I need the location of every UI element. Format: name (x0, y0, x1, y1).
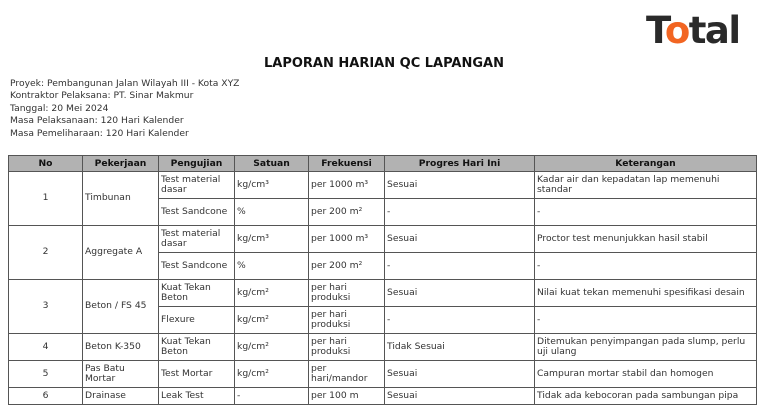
cell-progres: - (385, 307, 535, 334)
cell-pengujian: Kuat Tekan Beton (159, 280, 235, 307)
report-title: LAPORAN HARIAN QC LAPANGAN (263, 56, 504, 71)
cell-keterangan: Kadar air dan kepadatan lap memenuhi standar (535, 172, 757, 199)
cell-satuan: kg/cm³ (235, 226, 309, 253)
cell-pengujian: Flexure (159, 307, 235, 334)
cell-no: 3 (9, 280, 83, 334)
cell-frekuensi: per hari produksi (309, 334, 385, 361)
table-row (9, 172, 757, 199)
cell-pengujian: Test Mortar (159, 361, 235, 388)
cell-keterangan: Tidak ada kebocoran pada sambungan pipa (535, 388, 757, 405)
cell-pekerjaan: Aggregate A (83, 226, 159, 280)
table-row (9, 334, 757, 361)
cell-pekerjaan: Drainase (83, 388, 159, 405)
cell-no: 2 (9, 226, 83, 280)
project-name: Proyek: Pembangunan Jalan Wilayah III - Kota XYZ (10, 78, 240, 89)
cell-frekuensi: per hari/mandor (309, 361, 385, 388)
cell-satuan: kg/cm² (235, 280, 309, 307)
cell-no: 6 (9, 388, 83, 405)
table-row (9, 388, 757, 405)
cell-frekuensi: per 200 m² (309, 199, 385, 226)
table-header-row (9, 156, 757, 172)
header-no: No (9, 156, 83, 172)
cell-satuan: kg/cm³ (235, 172, 309, 199)
cell-satuan: kg/cm² (235, 361, 309, 388)
header-pekerjaan: Pekerjaan (83, 156, 159, 172)
qc-report-table (8, 155, 757, 405)
cell-pengujian: Test Sandcone (159, 253, 235, 280)
execution-period: Masa Pelaksanaan: 120 Hari Kalender (10, 115, 184, 127)
cell-frekuensi: per hari produksi (309, 280, 385, 307)
maintenance-period: Masa Pemeliharaan: 120 Hari Kalender (10, 127, 189, 139)
cell-progres: Sesuai (385, 388, 535, 405)
cell-frekuensi: per 100 m (309, 388, 385, 405)
cell-pekerjaan: Pas Batu Mortar (83, 361, 159, 388)
cell-progres: Sesuai (385, 280, 535, 307)
cell-progres: Tidak Sesuai (385, 334, 535, 361)
cell-frekuensi: per 1000 m³ (309, 226, 385, 253)
cell-satuan: - (235, 388, 309, 405)
cell-satuan: kg/cm² (235, 307, 309, 334)
header-frekuensi: Frekuensi (309, 156, 385, 172)
project-info (10, 78, 239, 140)
cell-satuan: % (235, 253, 309, 280)
cell-pengujian: Test material dasar (159, 226, 235, 253)
contractor-name: Kontraktor Pelaksana: PT. Sinar Makmur (10, 90, 194, 102)
cell-keterangan: Proctor test menunjukkan hasil stabil (535, 226, 757, 253)
cell-progres: Sesuai (385, 172, 535, 199)
cell-pekerjaan: Timbunan (83, 172, 159, 226)
cell-keterangan: Ditemukan penyimpangan pada slump, perlu uji ulang (535, 334, 757, 361)
report-date: Tanggal: 20 Mei 2024 (10, 102, 109, 114)
table-row (9, 226, 757, 253)
cell-pekerjaan: Beton / FS 45 (83, 280, 159, 334)
cell-keterangan: - (535, 253, 757, 280)
cell-progres: Sesuai (385, 361, 535, 388)
header-pengujian: Pengujian (159, 156, 235, 172)
cell-progres: - (385, 253, 535, 280)
cell-pengujian: Test Sandcone (159, 199, 235, 226)
cell-keterangan: - (535, 307, 757, 334)
cell-keterangan: Campuran mortar stabil dan homogen (535, 361, 757, 388)
total-logo: Total (646, 9, 740, 52)
cell-pengujian: Leak Test (159, 388, 235, 405)
cell-satuan: % (235, 199, 309, 226)
cell-no: 5 (9, 361, 83, 388)
cell-frekuensi: per 1000 m³ (309, 172, 385, 199)
cell-frekuensi: per 200 m² (309, 253, 385, 280)
cell-pengujian: Kuat Tekan Beton (159, 334, 235, 361)
cell-pekerjaan: Beton K-350 (83, 334, 159, 361)
cell-frekuensi: per hari produksi (309, 307, 385, 334)
table-row (9, 280, 757, 307)
cell-pengujian: Test material dasar (159, 172, 235, 199)
cell-keterangan: Nilai kuat tekan memenuhi spesifikasi desain (535, 280, 757, 307)
header-keterangan: Keterangan (535, 156, 757, 172)
cell-keterangan: - (535, 199, 757, 226)
cell-no: 4 (9, 334, 83, 361)
cell-satuan: kg/cm² (235, 334, 309, 361)
cell-progres: - (385, 199, 535, 226)
header-satuan: Satuan (235, 156, 309, 172)
table-row (9, 361, 757, 388)
header-progres: Progres Hari Ini (385, 156, 535, 172)
cell-no: 1 (9, 172, 83, 226)
cell-progres: Sesuai (385, 226, 535, 253)
